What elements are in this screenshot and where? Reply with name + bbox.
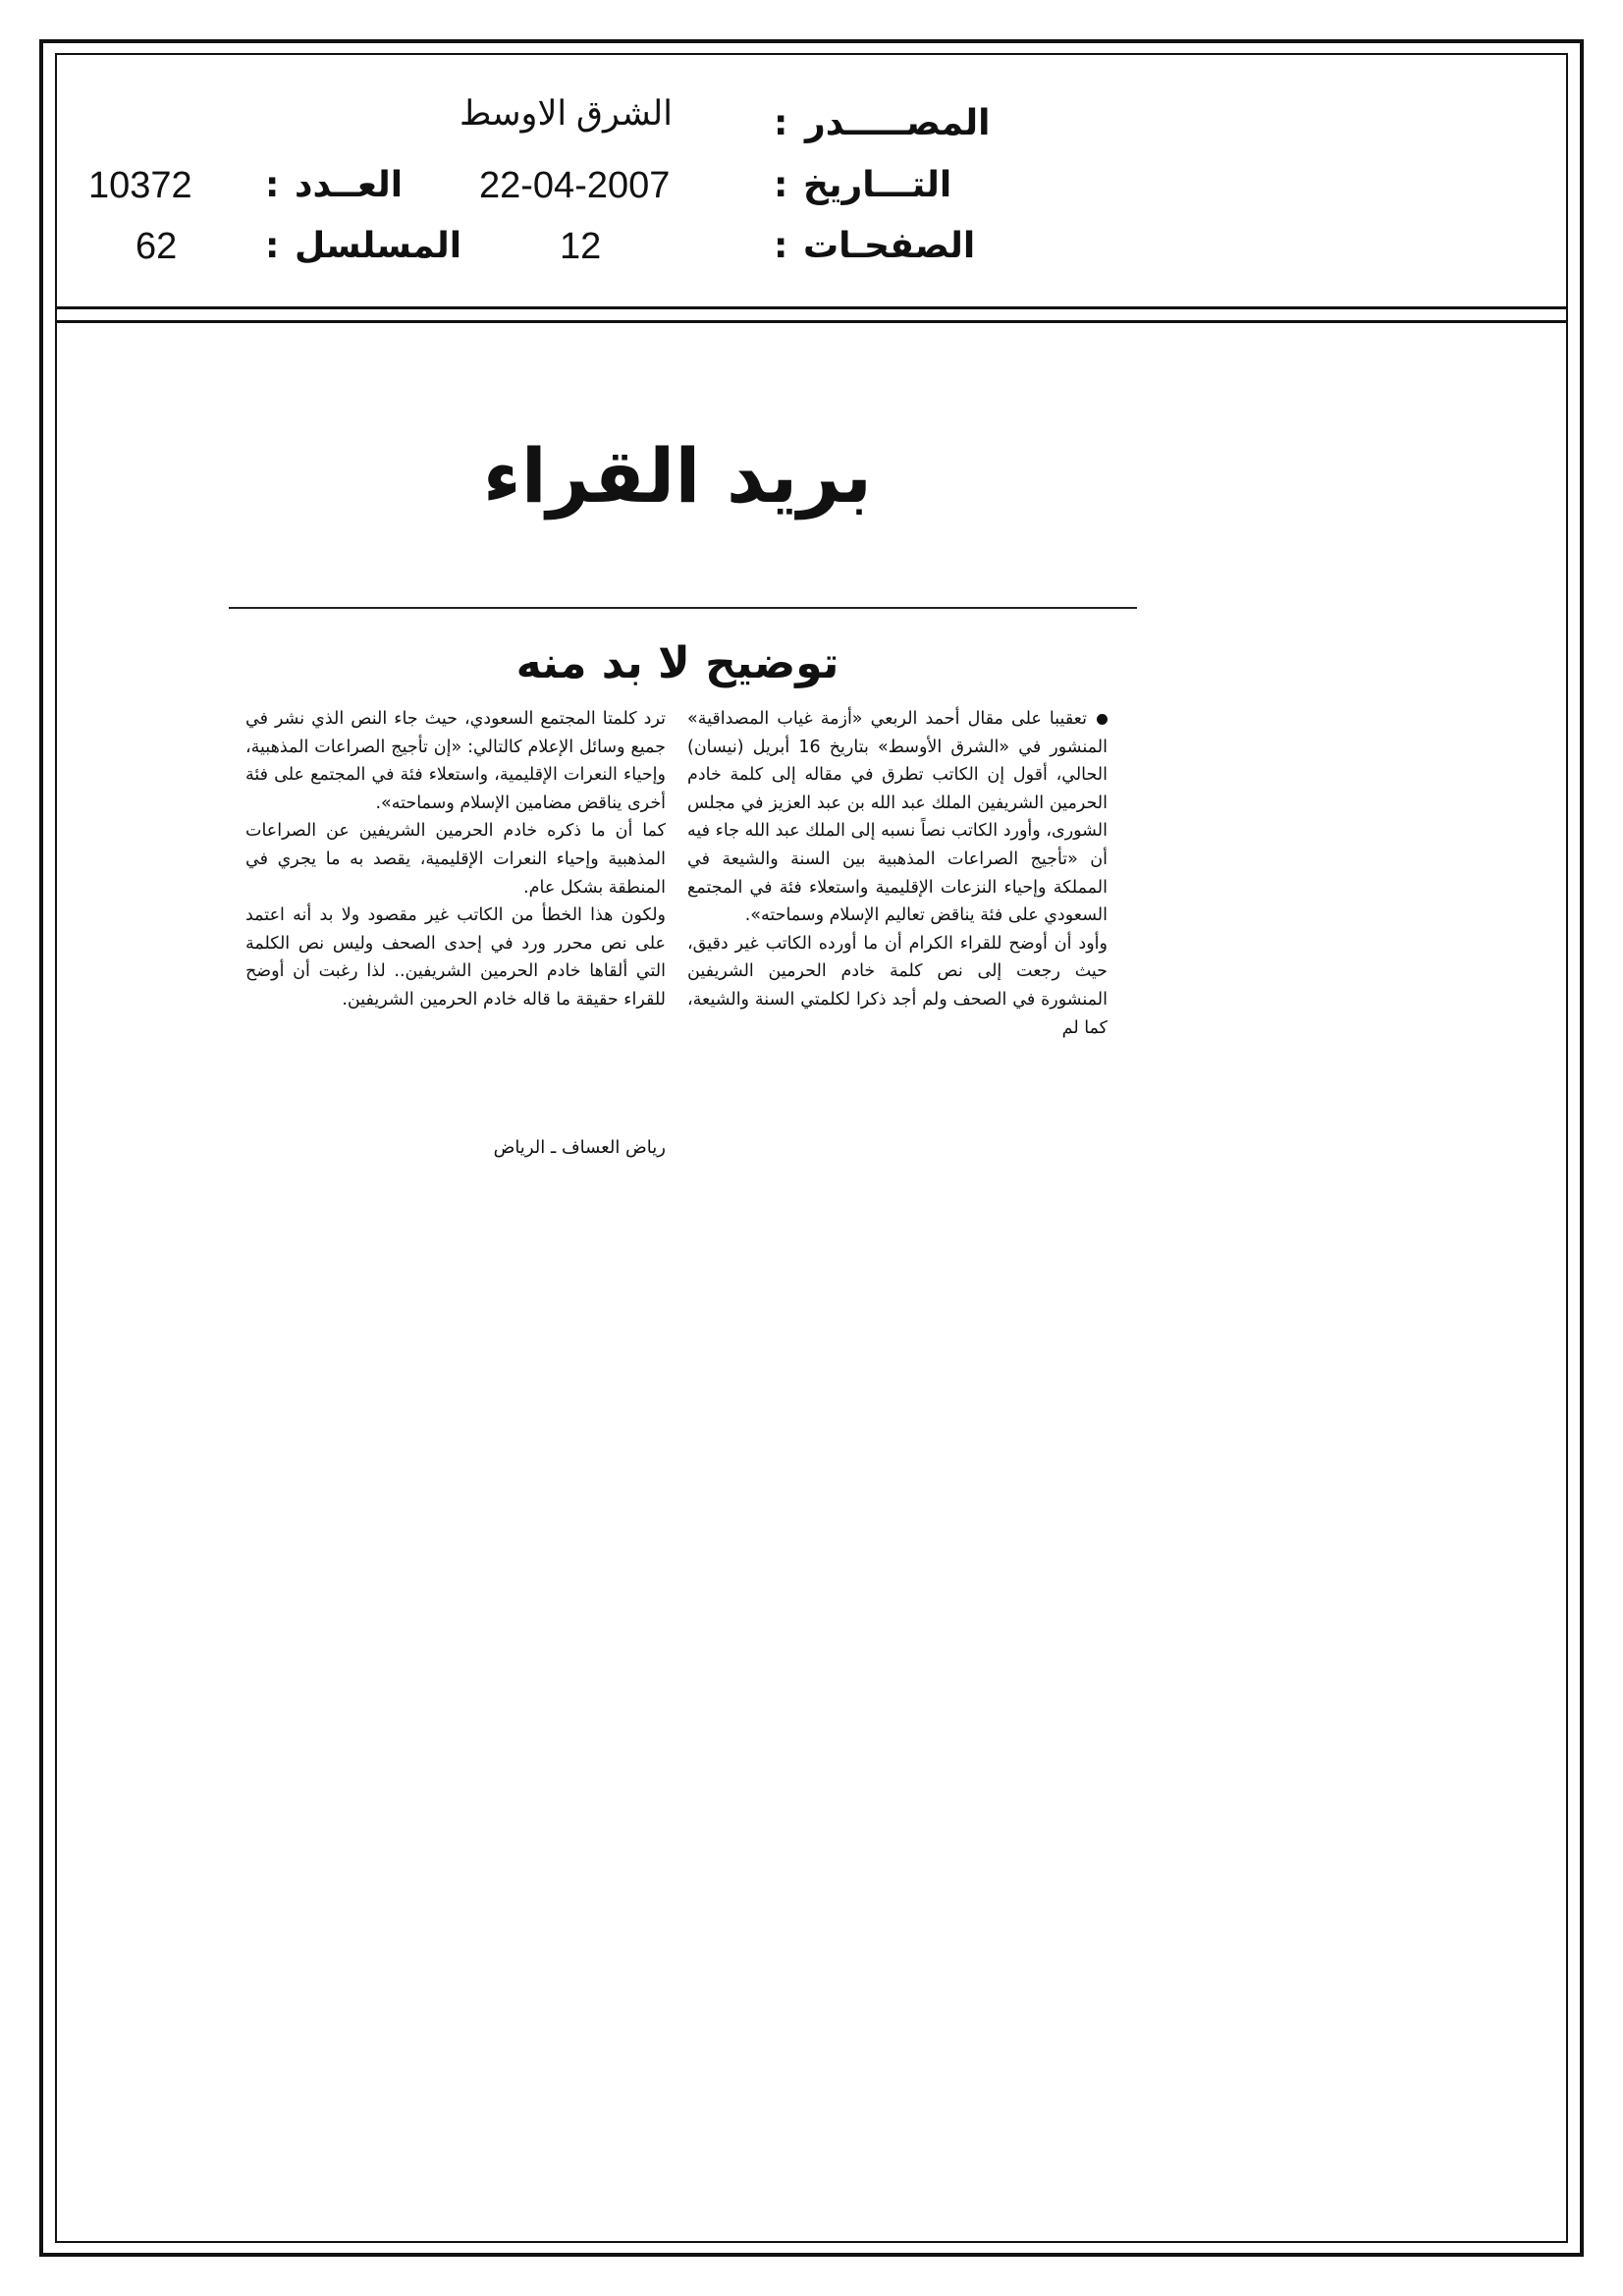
author-signature: رياض العساف ـ الرياض bbox=[493, 1137, 666, 1158]
article-paragraph: وأود أن أوضح للقراء الكرام أن ما أورده الكاتب غير دقيق، حيث رجعت إلى نص كلمة خادم الحرمين الشريفين المنشورة في الصحف ولم أجد ذكرا لكلمتي السنة والشيعة، كما لم bbox=[687, 933, 1108, 1038]
date-value: 22-04-2007 bbox=[479, 165, 671, 206]
article-paragraph: تعقيبا على مقال أحمد الربعي «أزمة غياب المصداقية» المنشور في «الشرق الأوسط» بتاريخ 16 أبريل (نيسان) الحالي، أقول إن الكاتب تطرق في مقاله إلى كلمة خادم الحرمين الشريفين الملك عبد الله بن عبد العزيز في مجلس الشورى، وأورد الكاتب نصاً نسبه إلى الملك عبد الله جاء فيه أن «تأجيج الصراعات المذهبية بين السنة والشيعة في المملكة وإحياء النزعات الإقليمية واستعلاء فئة في المجتمع السعودي على فئة يناقض تعاليم الإسلام وسماحته». bbox=[687, 709, 1108, 926]
serial-colon: : bbox=[265, 226, 280, 266]
pages-label: الصفحـات bbox=[803, 226, 976, 266]
article-paragraph: ولكون هذا الخطأ من الكاتب غير مقصود ولا بد أنه اعتمد على نص محرر ورد في إحدى الصحف وليس نص الكلمة التي ألقاها خادم الحرمين الشريفين.. لذا رغبت أن أوضح للقراء حقيقة ما قاله خادم الحرمين الشريفين. bbox=[245, 905, 666, 1010]
header-divider-top bbox=[55, 306, 1568, 309]
issue-value: 10372 bbox=[88, 165, 192, 206]
date-label: التـــاريخ bbox=[803, 165, 952, 205]
pages-value: 12 bbox=[560, 226, 602, 267]
source-colon: : bbox=[774, 103, 788, 143]
header-divider-bottom bbox=[55, 320, 1568, 323]
pages-colon: : bbox=[774, 226, 788, 266]
source-label: المصـــــدر bbox=[805, 103, 991, 143]
article-paragraph: كما أن ما ذكره خادم الحرمين الشريفين عن الصراعات المذهبية وإحياء النعرات الإقليمية، يقصد به ما يجري في المنطقة بشكل عام. bbox=[245, 821, 666, 898]
headline-rule bbox=[229, 607, 1137, 609]
section-title: بريد القراء bbox=[482, 432, 873, 519]
serial-label: المسلسل bbox=[295, 226, 462, 266]
date-colon: : bbox=[774, 165, 788, 205]
article-headline: توضيح لا بد منه bbox=[515, 638, 839, 688]
serial-value: 62 bbox=[135, 226, 178, 267]
source-value: الشرق الاوسط bbox=[460, 94, 673, 133]
issue-colon: : bbox=[265, 165, 280, 205]
article-column-right bbox=[687, 705, 1108, 1042]
article-paragraph: ترد كلمتا المجتمع السعودي، حيث جاء النص الذي نشر في جميع وسائل الإعلام كالتالي: «إن تأجيج الصراعات المذهبية، وإحياء النعرات الإقليمية، واستعلاء فئة في المجتمع على فئة أخرى يناقض مضامين الإسلام وسماحته». bbox=[245, 709, 666, 813]
issue-label: العــدد bbox=[295, 165, 404, 205]
bullet-icon bbox=[1097, 714, 1108, 725]
article-column-left bbox=[245, 705, 666, 1014]
